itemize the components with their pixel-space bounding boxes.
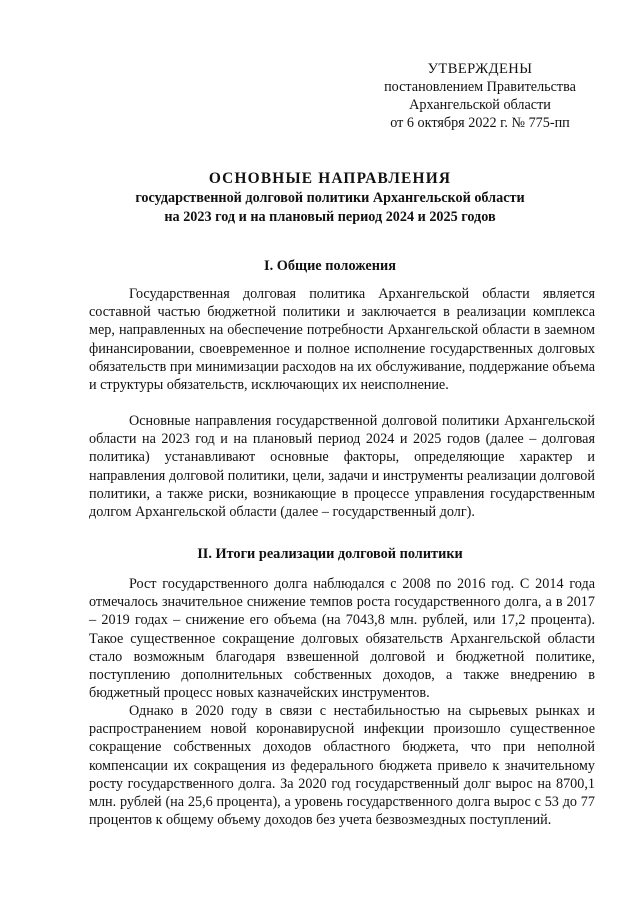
section-1-paragraph-1: Государственная долговая политика Архангельской области является составной частью бюджетной политики и заключается в реализации комплекса мер, направленных на обеспечение потребности Архангельской области в заемном финансировании, своевременное и полное исполнение государственных долговых обязательств при минимизации расходов на их обслуживание, поддержание объема и структуры обязательств, исключающих их неисполнение. — [89, 286, 595, 394]
section-2-heading: II. Итоги реализации долговой политики — [197, 546, 463, 562]
document-title — [80, 168, 580, 226]
section-2-paragraph-2: Однако в 2020 году в связи с нестабильностью на сырьевых рынках и распространением новой коронавирусной инфекции произошло существенное сокращение собственных доходов областного бюджета, что при неполной компенсации их сокращения из федерального бюджета привело к значительному росту государственного долга. За 2020 год государственный долг вырос на 8700,1 млн. рублей (на 25,6 процента), а уровень государственного долга вырос с 53 до 77 процентов к общему объему доходов без учета безвозмездных поступлений. — [89, 703, 595, 829]
section-2-paragraph-1: Рост государственного долга наблюдался с 2008 по 2016 год. С 2014 года отмечалось значительное снижение темпов роста государственного долга, а в 2017 – 2019 годах – снижение его объема (на 7043,8 млн. рублей, или 17,2 процента). Такое существенное сокращение долговых обязательств Архангельской области стало возможным благодаря взвешенной долговой и бюджетной политике, поступлению дополнительных собственных доходов, а также внедрению в бюджетный процесс новых казначейских инструментов. — [89, 576, 595, 702]
title-line-1: ОСНОВНЫЕ НАПРАВЛЕНИЯ — [208, 170, 452, 187]
approval-heading: УТВЕРЖДЕНЫ — [427, 61, 533, 77]
title-line-3: на 2023 год и на плановый период 2024 и 2025 годов — [164, 208, 496, 225]
section-1-heading: I. Общие положения — [264, 258, 396, 274]
approval-line-1: постановлением Правительства — [384, 79, 576, 95]
approval-line-3: от 6 октября 2022 г. № 775-пп — [390, 115, 570, 131]
approval-line-2: Архангельской области — [409, 97, 551, 113]
title-line-2: государственной долговой политики Архангельской области — [135, 190, 525, 206]
section-1-paragraph-2: Основные направления государственной долговой политики Архангельской области на 2023 год и на плановый период 2024 и 2025 годов (далее – долговая политика) устанавливают основные факторы, определяющие характер и направления долговой политики, цели, задачи и инструменты реализации долговой политики, а также риски, возникающие в процессе управления государственным долгом Архангельской области (далее – государственный долг). — [89, 413, 595, 521]
approval-stamp-block — [370, 60, 590, 132]
